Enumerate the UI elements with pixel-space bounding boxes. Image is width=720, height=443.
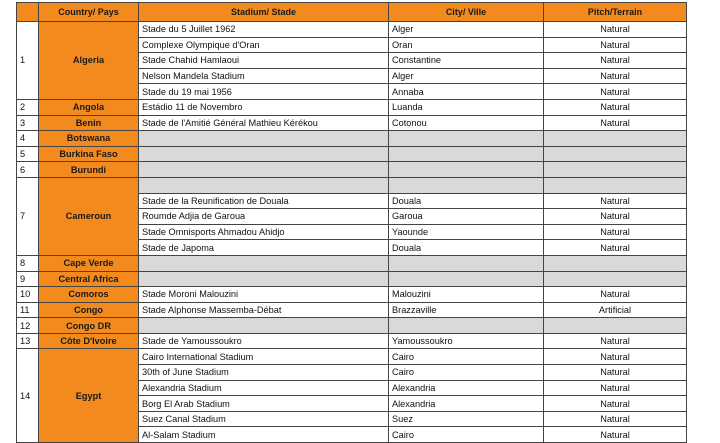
pitch-cell: Natural [544, 349, 687, 365]
row-number: 5 [17, 146, 39, 162]
city-cell: Cairo [389, 427, 544, 443]
city-cell: Brazzaville [389, 302, 544, 318]
header-stadium: Stadium/ Stade [139, 3, 389, 22]
city-cell: Alexandria [389, 380, 544, 396]
country-cell: Benin [39, 115, 139, 131]
pitch-cell: Natural [544, 53, 687, 69]
table-row [17, 22, 687, 38]
country-cell: Côte D'Ivoire [39, 333, 139, 349]
city-cell: Luanda [389, 99, 544, 115]
pitch-cell: Natural [544, 22, 687, 38]
pitch-cell: Natural [544, 365, 687, 381]
table-row [17, 287, 687, 303]
pitch-cell: Natural [544, 68, 687, 84]
header-country: Country/ Pays [39, 3, 139, 22]
row-number: 14 [17, 349, 39, 443]
city-cell [389, 271, 544, 287]
city-cell [389, 318, 544, 334]
stadium-cell: Stade Omnisports Ahmadou Ahidjo [139, 224, 389, 240]
pitch-cell: Natural [544, 224, 687, 240]
city-cell: Suez [389, 411, 544, 427]
pitch-cell: Artificial [544, 302, 687, 318]
row-number: 11 [17, 302, 39, 318]
table-row [17, 162, 687, 178]
stadium-cell: Stade de Japoma [139, 240, 389, 256]
country-cell: Burkina Faso [39, 146, 139, 162]
row-number: 7 [17, 177, 39, 255]
country-cell: Burundi [39, 162, 139, 178]
table-row [17, 115, 687, 131]
stadium-cell: Suez Canal Stadium [139, 411, 389, 427]
pitch-cell: Natural [544, 333, 687, 349]
stadium-cell [139, 162, 389, 178]
stadium-cell: Roumde Adjia de Garoua [139, 209, 389, 225]
city-cell: Constantine [389, 53, 544, 69]
country-cell: Central Africa [39, 271, 139, 287]
country-cell: Botswana [39, 131, 139, 147]
city-cell: Garoua [389, 209, 544, 225]
table-row [17, 349, 687, 365]
stadium-cell: Stade de l'Amitié Général Mathieu Kérékou [139, 115, 389, 131]
pitch-cell [544, 146, 687, 162]
row-number: 2 [17, 99, 39, 115]
table-row [17, 271, 687, 287]
pitch-cell [544, 162, 687, 178]
stadium-cell: Al-Salam Stadium [139, 427, 389, 443]
city-cell [389, 146, 544, 162]
stadium-cell: Complexe Olympique d'Oran [139, 37, 389, 53]
row-number: 4 [17, 131, 39, 147]
country-cell: Algeria [39, 22, 139, 100]
row-number: 12 [17, 318, 39, 334]
city-cell: Alger [389, 68, 544, 84]
table-row [17, 177, 687, 193]
pitch-cell: Natural [544, 427, 687, 443]
pitch-cell: Natural [544, 115, 687, 131]
table-header [17, 3, 687, 22]
city-cell [389, 177, 544, 193]
country-cell: Congo [39, 302, 139, 318]
city-cell: Douala [389, 193, 544, 209]
row-number: 10 [17, 287, 39, 303]
stadium-cell: Stade Chahid Hamlaoui [139, 53, 389, 69]
stadium-cell: Stade de la Reunification de Douala [139, 193, 389, 209]
row-number: 13 [17, 333, 39, 349]
city-cell [389, 255, 544, 271]
header-city: City/ Ville [389, 3, 544, 22]
stadium-cell: Stade du 5 Juillet 1962 [139, 22, 389, 38]
pitch-cell [544, 131, 687, 147]
pitch-cell: Natural [544, 209, 687, 225]
header-row [17, 3, 687, 22]
country-cell: Angola [39, 99, 139, 115]
pitch-cell [544, 318, 687, 334]
pitch-cell: Natural [544, 99, 687, 115]
stadium-cell: Alexandria Stadium [139, 380, 389, 396]
pitch-cell: Natural [544, 240, 687, 256]
country-cell: Egypt [39, 349, 139, 443]
city-cell: Cotonou [389, 115, 544, 131]
city-cell: Oran [389, 37, 544, 53]
country-cell: Congo DR [39, 318, 139, 334]
stadium-cell: Borg El Arab Stadium [139, 396, 389, 412]
row-number: 6 [17, 162, 39, 178]
pitch-cell: Natural [544, 84, 687, 100]
city-cell: Alexandria [389, 396, 544, 412]
stadium-cell: 30th of June Stadium [139, 365, 389, 381]
country-cell: Cameroun [39, 177, 139, 255]
row-number: 8 [17, 255, 39, 271]
pitch-cell: Natural [544, 411, 687, 427]
stadium-cell: Nelson Mandela Stadium [139, 68, 389, 84]
stadium-cell [139, 146, 389, 162]
pitch-cell: Natural [544, 37, 687, 53]
table-row [17, 255, 687, 271]
city-cell: Alger [389, 22, 544, 38]
pitch-cell: Natural [544, 287, 687, 303]
stadium-cell [139, 271, 389, 287]
city-cell [389, 131, 544, 147]
city-cell: Yamoussoukro [389, 333, 544, 349]
table-row [17, 146, 687, 162]
country-cell: Comoros [39, 287, 139, 303]
stadium-cell: Estádio 11 de Novembro [139, 99, 389, 115]
table-row [17, 99, 687, 115]
row-number: 3 [17, 115, 39, 131]
city-cell: Douala [389, 240, 544, 256]
pitch-cell: Natural [544, 193, 687, 209]
pitch-cell [544, 177, 687, 193]
stadium-cell: Stade Alphonse Massemba-Débat [139, 302, 389, 318]
stadium-cell: Cairo International Stadium [139, 349, 389, 365]
city-cell: Malouzini [389, 287, 544, 303]
pitch-cell: Natural [544, 380, 687, 396]
table-body [17, 22, 687, 443]
stadium-cell [139, 255, 389, 271]
table-row [17, 318, 687, 334]
stadium-cell [139, 318, 389, 334]
city-cell: Cairo [389, 349, 544, 365]
pitch-cell: Natural [544, 396, 687, 412]
pitch-cell [544, 255, 687, 271]
city-cell [389, 162, 544, 178]
stadium-cell [139, 177, 389, 193]
row-number: 1 [17, 22, 39, 100]
city-cell: Cairo [389, 365, 544, 381]
pitch-cell [544, 271, 687, 287]
table-row [17, 333, 687, 349]
header-number [17, 3, 39, 22]
city-cell: Yaounde [389, 224, 544, 240]
city-cell: Annaba [389, 84, 544, 100]
table-row [17, 302, 687, 318]
stadium-table [16, 2, 687, 443]
stadium-cell: Stade du 19 mai 1956 [139, 84, 389, 100]
stadium-cell [139, 131, 389, 147]
row-number: 9 [17, 271, 39, 287]
stadium-cell: Stade de Yamoussoukro [139, 333, 389, 349]
table-row [17, 131, 687, 147]
header-pitch: Pitch/Terrain [544, 3, 687, 22]
stadium-cell: Stade Moroni Malouzini [139, 287, 389, 303]
country-cell: Cape Verde [39, 255, 139, 271]
